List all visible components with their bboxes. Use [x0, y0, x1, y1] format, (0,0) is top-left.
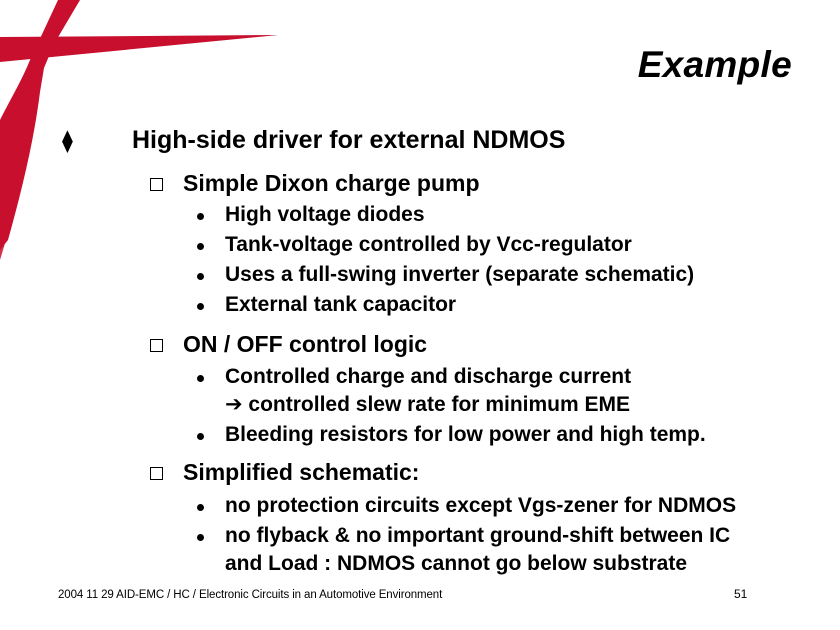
list-item	[197, 492, 736, 520]
list-item-continuation: ➔ controlled slew rate for minimum EME	[225, 393, 630, 416]
list-item-text: High voltage diodes	[225, 203, 425, 226]
list-item	[197, 201, 425, 229]
list-item-continuation: and Load : NDMOS cannot go below substrate	[225, 552, 688, 575]
section-heading	[150, 170, 480, 197]
list-item	[197, 522, 730, 550]
dot-bullet-icon	[197, 534, 204, 541]
list-item	[197, 363, 631, 391]
list-item	[197, 261, 694, 289]
list-item-text: External tank capacitor	[225, 293, 457, 316]
square-bullet-icon	[150, 339, 163, 352]
dot-bullet-icon	[197, 243, 204, 250]
diamond-bullet-icon: ⧫	[62, 127, 73, 153]
dot-bullet-icon	[197, 213, 204, 220]
square-bullet-icon	[150, 467, 163, 480]
main-bullet	[62, 126, 565, 155]
list-item-text: Tank-voltage controlled by Vcc-regulator	[225, 233, 632, 256]
section-heading-text: Simplified schematic:	[183, 459, 420, 485]
list-item-text: Bleeding resistors for low power and high temp.	[225, 423, 706, 446]
list-item-text: no protection circuits except Vgs-zener for NDMOS	[225, 494, 737, 517]
list-item	[197, 291, 456, 319]
list-item	[197, 231, 632, 259]
list-item-text: Controlled charge and discharge current	[225, 365, 632, 388]
square-bullet-icon	[150, 178, 163, 191]
dot-bullet-icon	[197, 273, 204, 280]
footer-text: 2004 11 29 AID-EMC / HC / Electronic Circuits in an Automotive Environment	[58, 589, 443, 601]
section-heading-text: ON / OFF control logic	[183, 331, 428, 357]
dot-bullet-icon	[197, 433, 204, 440]
slide-title: Example	[637, 44, 792, 85]
dot-bullet-icon	[197, 303, 204, 310]
list-item	[197, 421, 706, 449]
main-bullet-text: High-side driver for external NDMOS	[132, 126, 566, 154]
section-heading	[150, 459, 419, 486]
page-number: 51	[734, 587, 748, 601]
section-heading	[150, 331, 427, 358]
list-item-text: Uses a full-swing inverter (separate schematic)	[225, 263, 695, 286]
list-item-text: no flyback & no important ground-shift between IC	[225, 524, 731, 547]
dot-bullet-icon	[197, 375, 204, 382]
section-heading-text: Simple Dixon charge pump	[183, 170, 480, 196]
dot-bullet-icon	[197, 504, 204, 511]
